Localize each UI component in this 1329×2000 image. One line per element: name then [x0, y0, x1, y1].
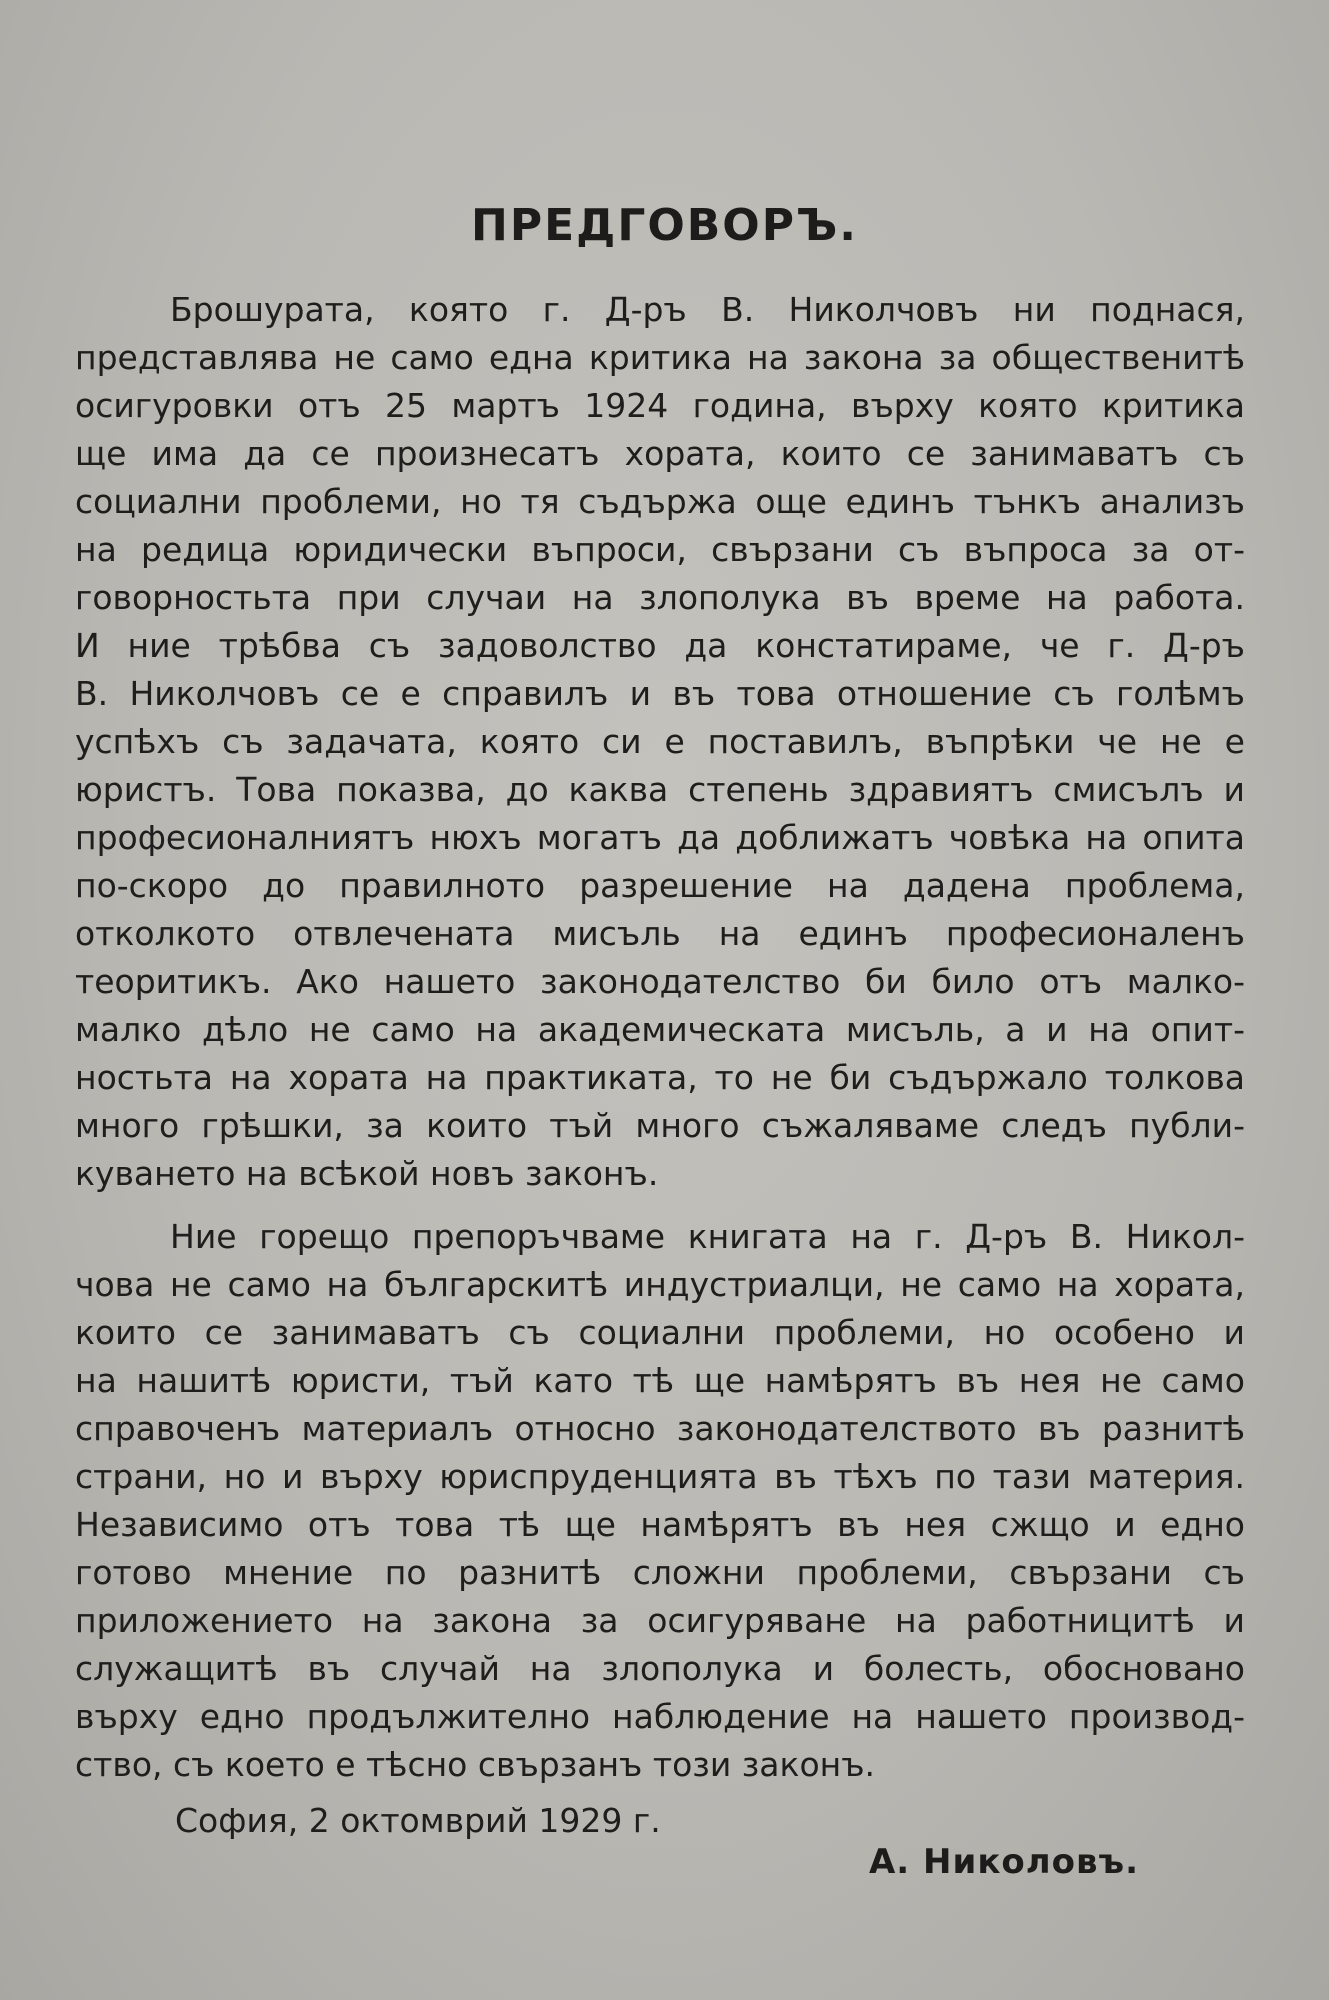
paragraph-1-line: много грѣшки, за които тъй много съжаляваме следъ публи-	[75, 1106, 1245, 1145]
paragraph-2-line: на нашитѣ юристи, тъй като тѣ ще намѣрятъ въ нея не само	[75, 1361, 1245, 1400]
paragraph-2-line: готово мнение по разнитѣ сложни проблеми, свързани съ	[75, 1553, 1245, 1592]
paragraph-2-line: Ние горещо препоръчваме книгата на г. Д-ръ В. Никол-	[170, 1217, 1245, 1256]
paragraph-1-line: малко дѣло не само на академическата мисъль, а и на опит-	[75, 1010, 1245, 1049]
place-date: София, 2 октомврий 1929 г.	[175, 1801, 661, 1840]
paragraph-1-line: говорностьта при случаи на злополука въ време на работа.	[75, 578, 1245, 617]
paragraph-1-line: И ние трѣбва съ задоволство да констатираме, че г. Д-ръ	[75, 626, 1245, 665]
paragraph-2-line: справоченъ материалъ относно законодателството въ разнитѣ	[75, 1409, 1245, 1448]
paragraph-1-line: на редица юридически въпроси, свързани съ въпроса за от-	[75, 530, 1245, 569]
paragraph-2-line: ство, съ което е тѣсно свързанъ този законъ.	[75, 1745, 876, 1784]
paragraph-1-line: ще има да се произнесатъ хората, които се занимаватъ съ	[75, 434, 1245, 473]
paragraph-2-line: служащитѣ въ случай на злополука и болесть, обосновано	[75, 1649, 1245, 1688]
author-signature: А. Николовъ.	[868, 1842, 1139, 1882]
paragraph-2-line: които се занимаватъ съ социални проблеми, но особено и	[75, 1313, 1245, 1352]
paragraph-1-line: по-скоро до правилното разрешение на дадена проблема,	[75, 866, 1245, 905]
paragraph-2-line: чова не само на българскитѣ индустриалци, не само на хората,	[75, 1265, 1245, 1304]
paragraph-1-line: социални проблеми, но тя съдържа още единъ тънкъ анализъ	[75, 482, 1245, 521]
paragraph-2-line: Независимо отъ това тѣ ще намѣрятъ въ нея сжщо и едно	[75, 1505, 1245, 1544]
paragraph-1-line: отколкото отвлечената мисъль на единъ професионаленъ	[75, 914, 1245, 953]
paragraph-1-line: юристъ. Това показва, до каква степень здравиятъ смисълъ и	[75, 770, 1245, 809]
paragraph-1-line: Брошурата, която г. Д-ръ В. Николчовъ ни поднася,	[170, 290, 1245, 329]
paragraph-1-line: теоритикъ. Ако нашето законодателство би било отъ малко-	[75, 962, 1245, 1001]
paragraph-2-line: върху едно продължително наблюдение на нашето производ-	[75, 1697, 1245, 1736]
paragraph-1-line: В. Николчовъ се е справилъ и въ това отношение съ голѣмъ	[75, 674, 1245, 713]
paragraph-1-line: осигуровки отъ 25 мартъ 1924 година, върху която критика	[75, 386, 1245, 425]
paragraph-2-line: страни, но и върху юриспруденцията въ тѣхъ по тази материя.	[75, 1457, 1245, 1496]
page-title: ПРЕДГОВОРЪ.	[471, 200, 858, 251]
paragraph-1-line: представлява не само една критика на закона за общественитѣ	[75, 338, 1245, 377]
paragraph-1-line: успѣхъ съ задачата, която си е поставилъ, въпрѣки че не е	[75, 722, 1245, 761]
paragraph-1-line: професионалниятъ нюхъ могатъ да доближатъ човѣка на опита	[75, 818, 1245, 857]
paragraph-1-line: куването на всѣкой новъ законъ.	[75, 1154, 659, 1193]
paragraph-2-line: приложението на закона за осигуряване на работницитѣ и	[75, 1601, 1245, 1640]
paragraph-1-line: ностьта на хората на практиката, то не би съдържало толкова	[75, 1058, 1245, 1097]
